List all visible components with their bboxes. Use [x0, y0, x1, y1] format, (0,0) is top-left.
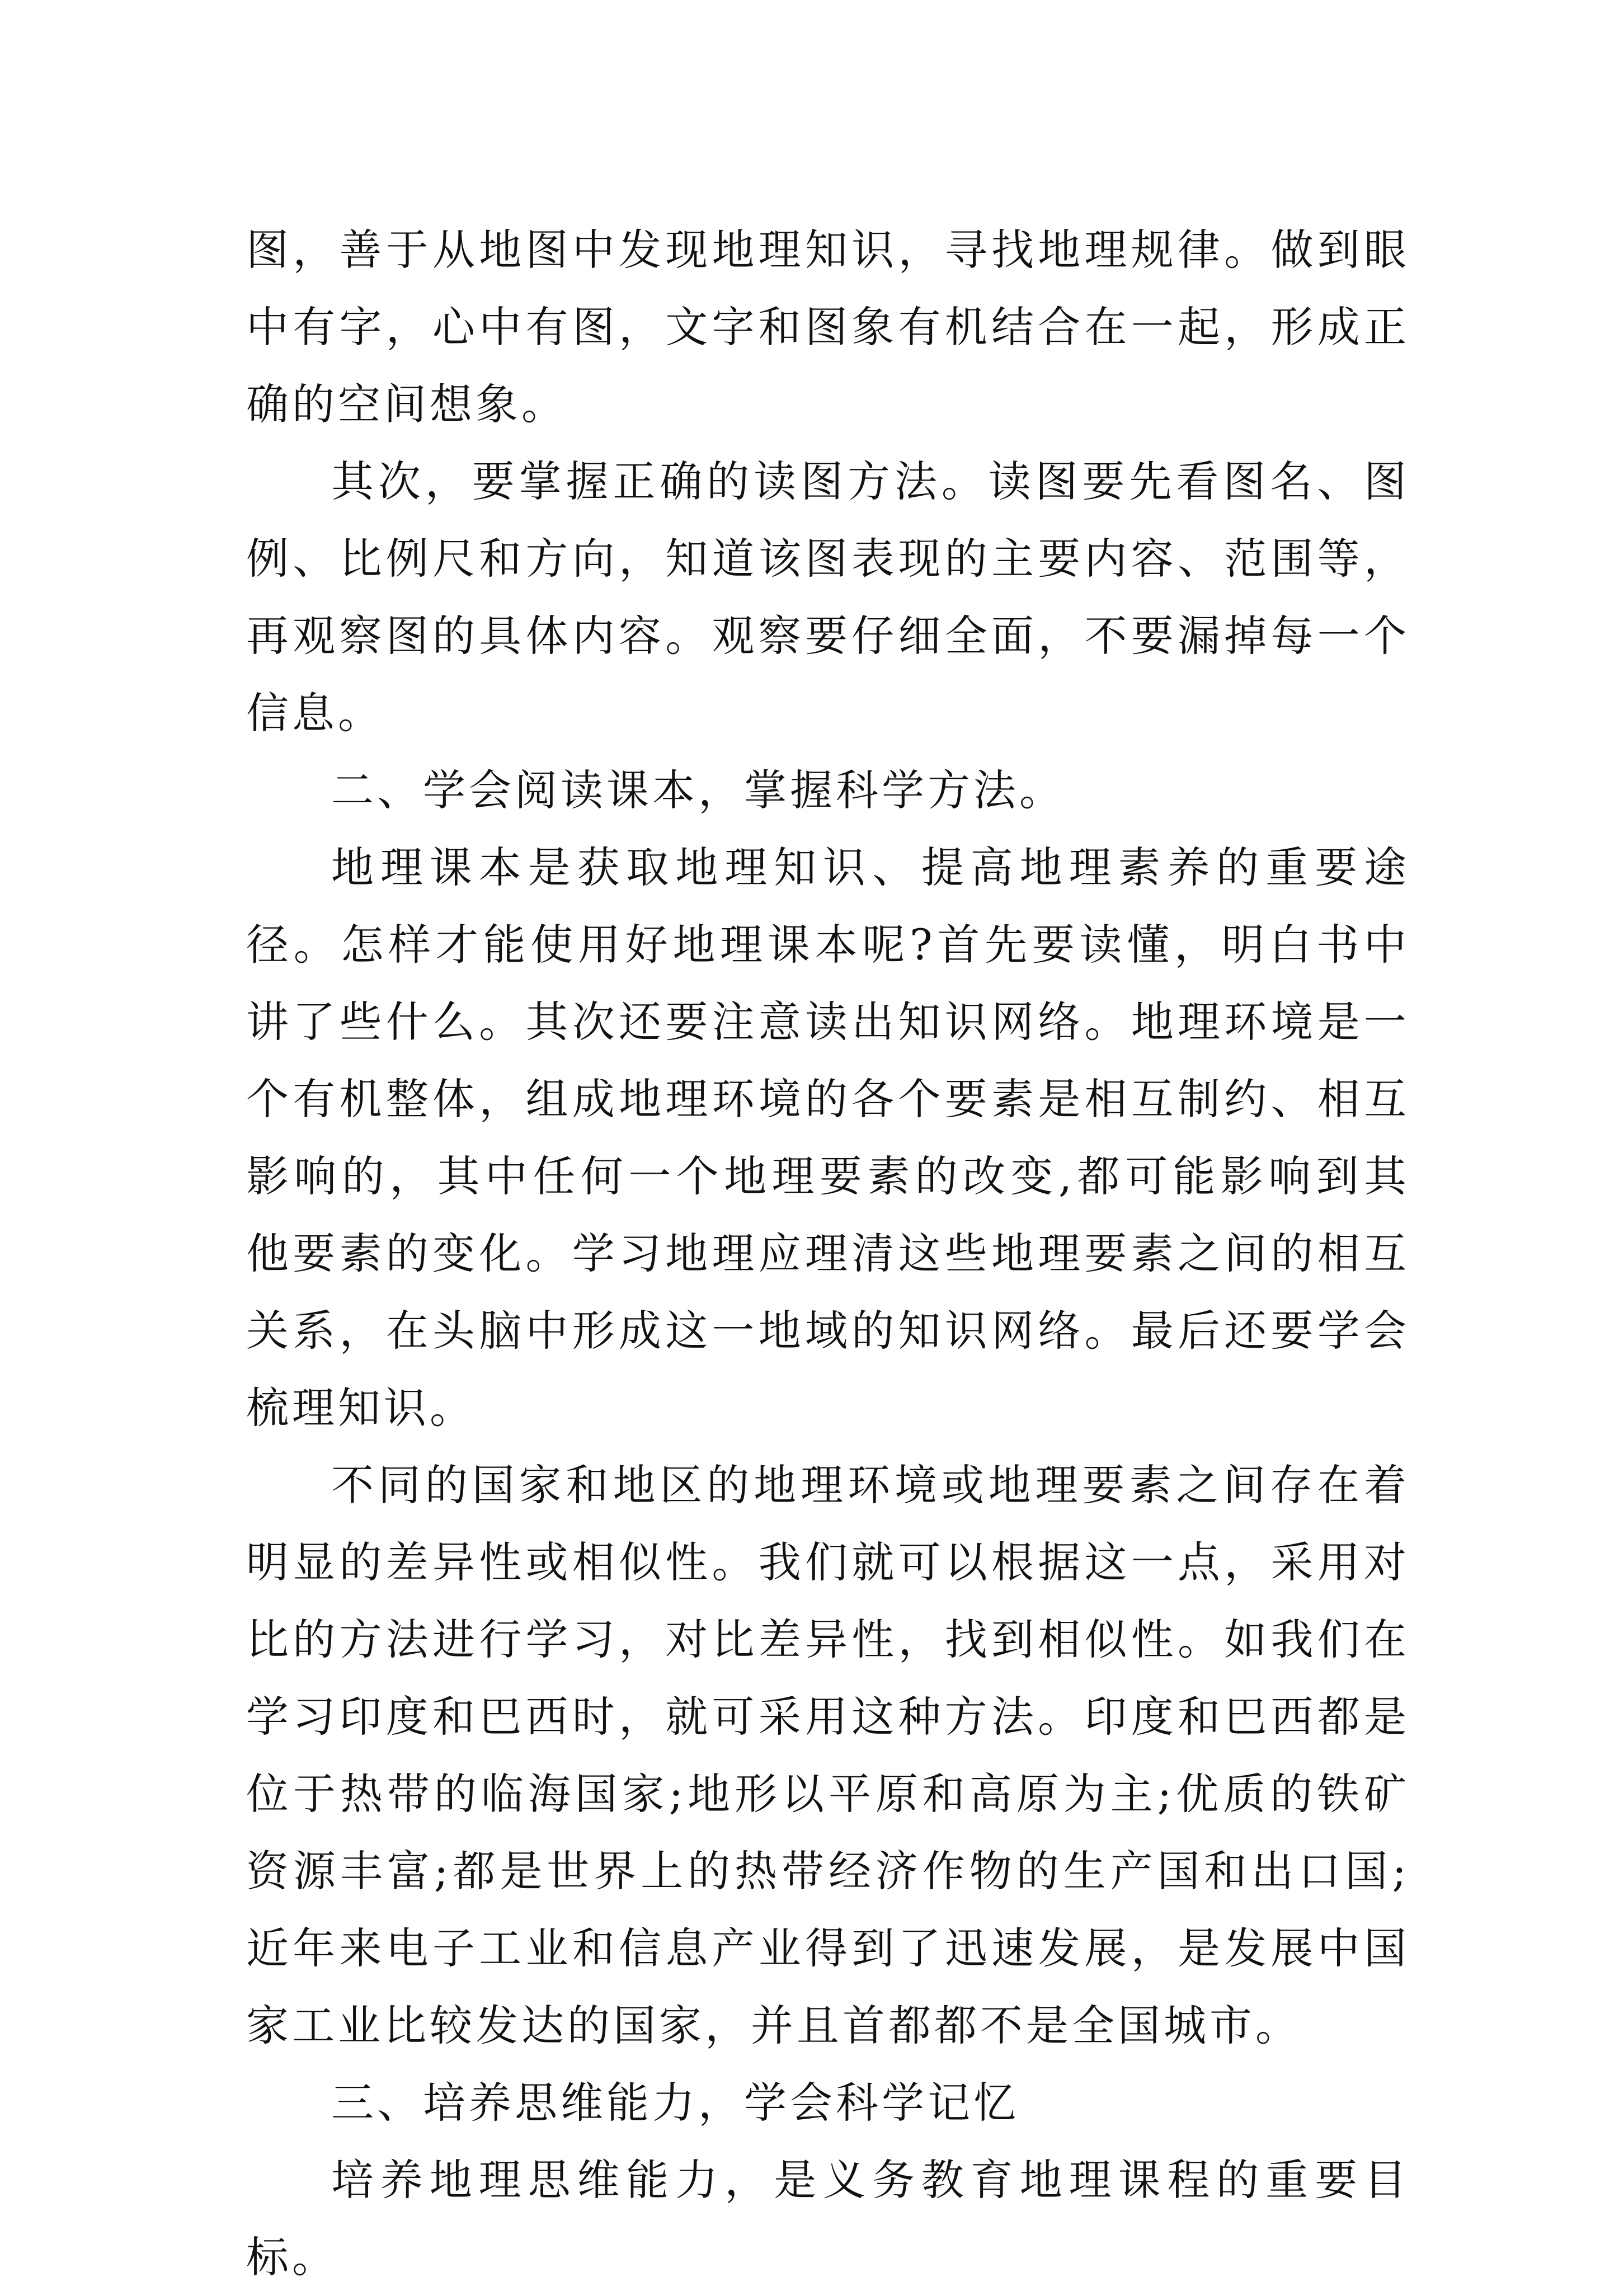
paragraph-textbook: 地理课本是获取地理知识、提高地理素养的重要途径。怎样才能使用好地理课本呢?首先要读懂，明白书中讲了些什么。其次还要注意读出知识网络。地理环境是一个有机整体，组成地理环境的各个要素是相互制约、相互影响的，其中任何一个地理要素的改变,都可能影响到其他要素的变化。学习地理应理清这些地理要素之间的相互关系，在头脑中形成这一地域的知识网络。最后还要学会梳理知识。: [246, 843, 1410, 1433]
section-heading-three: 三、培养思维能力，学会科学记忆: [331, 2078, 1019, 2128]
paragraph-thinking: 培养地理思维能力，是义务教育地理课程的重要目标。: [246, 2155, 1410, 2282]
section-heading-two: 二、学会阅读课本，掌握科学方法。: [331, 765, 1065, 815]
paragraph-comparison: 不同的国家和地区的地理环境或地理要素之间存在着明显的差异性或相似性。我们就可以根据这一点，采用对比的方法进行学习，对比差异性，找到相似性。如我们在学习印度和巴西时，就可采用这种方法。印度和巴西都是位于热带的临海国家;地形以平原和高原为主;优质的铁矿资源丰富;都是世界上的热带经济作物的生产国和出口国;近年来电子工业和信息产业得到了迅速发展，是发展中国家工业比较发达的国家，并且首都都不是全国城市。: [246, 1460, 1410, 2050]
paragraph-continuation: 图，善于从地图中发现地理知识，寻找地理规律。做到眼中有字，心中有图，文字和图象有机结合在一起，形成正确的空间想象。: [246, 225, 1410, 429]
paragraph-reading-method: 其次，要掌握正确的读图方法。读图要先看图名、图例、比例尺和方向，知道该图表现的主要内容、范围等，再观察图的具体内容。观察要仔细全面，不要漏掉每一个信息。: [246, 457, 1410, 738]
document-body: [246, 211, 1410, 2296]
